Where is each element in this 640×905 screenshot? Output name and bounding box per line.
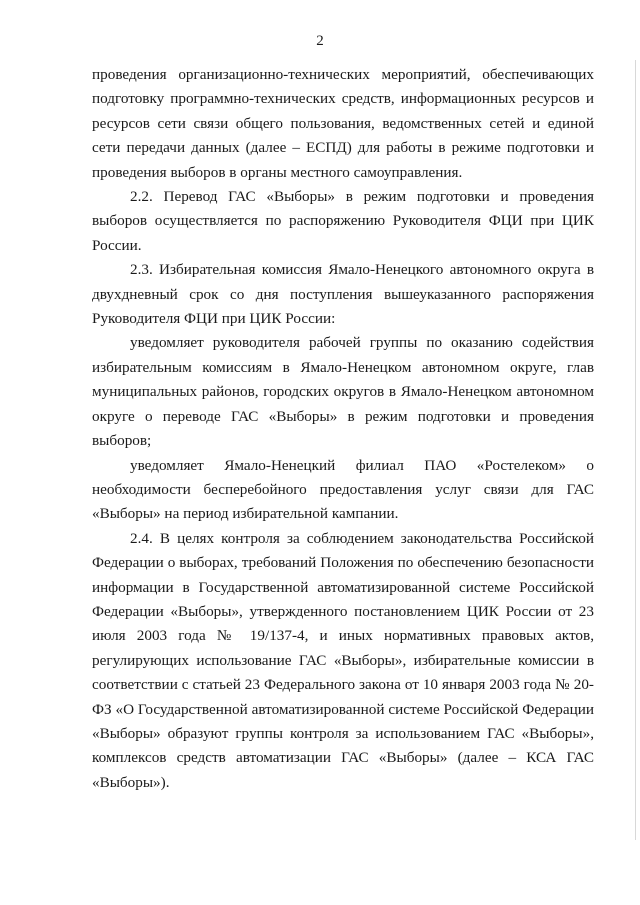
paragraph-notify-rostelecom: уведомляет Ямало-Ненецкий филиал ПАО «Ростелеком» о необходимости бесперебойного предоставления услуг связи для ГАС «Выборы» на период избирательной кампании. [92, 456, 594, 523]
document-body [92, 63, 594, 795]
page-number: 2 [316, 33, 324, 49]
paragraph-notify-officials: уведомляет руководителя рабочей группы по оказанию содействия избирательным комиссиям в Ямало-Ненецком автономном округе, глав муниципальных районов, городских округов в Ямало-Ненецком автономном округе о переводе ГАС «Выборы» в режим подготовки и проведения выборов; [92, 334, 594, 450]
paragraph-continuation: проведения организационно-технических мероприятий, обеспечивающих подготовку программно-технических средств, информационных ресурсов и ресурсов сети связи общего пользования, ведомственных сетей и единой сети передачи данных (далее – ЕСПД) для работы в режиме подготовки и проведения выборов в органы местного самоуправления. [92, 66, 594, 181]
paragraph-2-4: 2.4. В целях контроля за соблюдением законодательства Российской Федерации о выборах, требований Положения по обеспечению безопасности информации в Государственной автоматизированной системе Российской Федерации «Выборы», утвержденного постановлением ЦИК России от 23 июля 2003 года № 19/137-4, и иных нормативных правовых актов, регулирующих использование ГАС «Выборы», избирательные комиссии в соответствии с статьей 23 Федерального закона от 10 января 2003 года № 20-ФЗ «О Государственной автоматизированной системе Российской Федерации «Выборы» образуют группы контроля за использованием ГАС «Выборы», комплексов средств автоматизации ГАС «Выборы» (далее – КСА ГАС «Выборы»). [92, 529, 594, 791]
scan-edge-line [635, 60, 636, 840]
paragraph-2-2: 2.2. Перевод ГАС «Выборы» в режим подготовки и проведения выборов осуществляется по распоряжению Руководителя ФЦИ при ЦИК России. [92, 188, 594, 254]
paragraph-2-3: 2.3. Избирательная комиссия Ямало-Ненецкого автономного округа в двухдневный срок со дня поступления вышеуказанного распоряжения Руководителя ФЦИ при ЦИК России: [92, 261, 594, 328]
